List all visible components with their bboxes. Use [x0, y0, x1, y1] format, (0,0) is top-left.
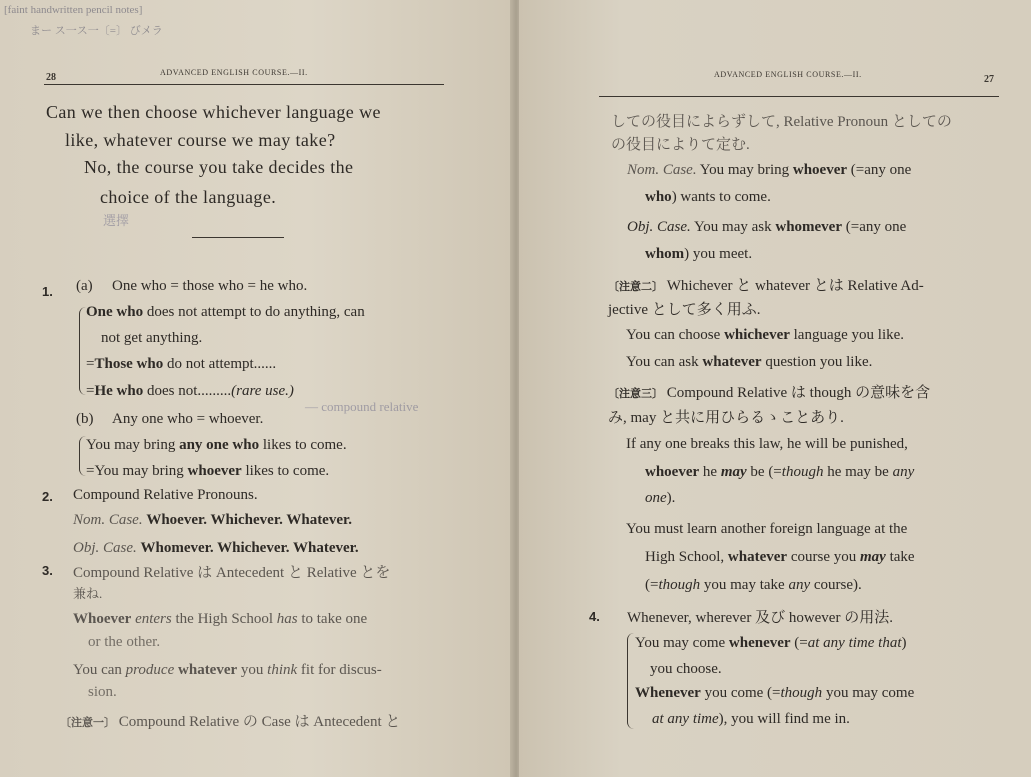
example-punished-2: whoever he may be (=though he may be any	[645, 464, 915, 480]
pencil-note-top-2: まー ス一ス一〔=〕 びメラ	[30, 25, 163, 37]
example-punished-3: one).	[645, 490, 676, 506]
example-a-1-cont: not get anything.	[101, 330, 203, 346]
note-1: 〔注意一〕 Compound Relative の Case は Antecedent と	[60, 714, 401, 730]
section-3-title: Compound Relative は Antecedent と Relative とを	[73, 565, 391, 581]
example-whenever-2: Whenever you come (=though you may come	[635, 685, 915, 701]
example-a-2: =Those who do not attempt......	[86, 356, 277, 372]
example-a-1: One who does not attempt to do anything, can	[86, 304, 365, 320]
nom-case-example: Nom. Case. You may bring whoever (=any one	[627, 162, 912, 178]
brace-4	[627, 633, 634, 729]
section-3-title-cont: 兼ね.	[73, 586, 103, 601]
section-divider	[192, 237, 284, 238]
example-foreign-language: You must learn another foreign language at the	[626, 521, 908, 537]
pencil-note-kanji: 選擇	[103, 213, 130, 228]
example-punished: If any one breaks this law, he will be punished,	[626, 436, 908, 452]
rule-b: Any one who = whoever.	[112, 411, 264, 427]
obj-case-example: Obj. Case. You may ask whomever (=any one	[627, 219, 907, 235]
example-3-2: You can produce whatever you think fit for discus-	[73, 662, 382, 678]
obj-case-line: Obj. Case. Whomever. Whichever. Whatever.	[73, 540, 359, 556]
nom-case-example-cont: who) wants to come.	[645, 189, 771, 205]
section-number-4: 4.	[589, 609, 600, 624]
header-rule	[44, 84, 444, 85]
example-whenever-2-cont: at any time), you will find me in.	[652, 711, 850, 727]
continuation-line-2: の役目によりて定む.	[611, 137, 750, 153]
continuation-line-1: しての役目によらずして, Relative Pronoun としての	[611, 114, 952, 130]
item-label-b: (b)	[76, 411, 94, 427]
page-number: 28	[46, 72, 56, 83]
item-label-a: (a)	[76, 278, 93, 294]
note-2-cont: jective として多く用ふ.	[608, 302, 761, 318]
example-whenever-1-cont: you choose.	[650, 661, 722, 677]
example-3-1: Whoever enters the High School has to take one	[73, 611, 368, 627]
example-b-1: You may bring any one who likes to come.	[86, 437, 347, 453]
note-2: 〔注意二〕 Whichever と whatever とは Relative Ad-	[608, 278, 924, 294]
question-line-1: Can we then choose whichever language we	[46, 102, 381, 122]
right-page	[519, 0, 1031, 777]
obj-case-example-cont: whom) you meet.	[645, 246, 753, 262]
section-number-2: 2.	[42, 489, 53, 504]
example-whichever: You can choose whichever language you like.	[626, 327, 905, 343]
note-3-cont: み, may と共に用ひらるゝことあり.	[608, 410, 844, 426]
example-3-1-cont: or the other.	[88, 634, 161, 650]
example-3-2-cont: sion.	[88, 684, 117, 700]
brace-b	[79, 436, 86, 476]
example-foreign-language-2: High School, whatever course you may take	[645, 549, 915, 565]
pencil-note-compound: — compound relative	[305, 399, 419, 414]
pencil-note-top: [faint handwritten pencil notes]	[4, 4, 143, 16]
header-rule-right	[599, 96, 999, 97]
nom-case-line: Nom. Case. Whoever. Whichever. Whatever.	[73, 512, 353, 528]
brace-a	[79, 307, 86, 395]
section-2-title: Compound Relative Pronouns.	[73, 487, 258, 503]
example-a-3: =He who does not.........(rare use.)	[86, 383, 294, 399]
page-number-right: 27	[984, 74, 994, 85]
note-3: 〔注意三〕 Compound Relative は though の意味を含	[608, 385, 931, 401]
example-whenever-1: You may come whenever (=at any time that)	[635, 635, 907, 651]
example-foreign-language-3: (=though you may take any course).	[645, 577, 862, 593]
section-number-1: 1.	[42, 284, 53, 299]
section-number-3: 3.	[42, 563, 53, 578]
running-header: ADVANCED ENGLISH COURSE.—II.	[160, 68, 308, 77]
answer-line-2: choice of the language.	[100, 187, 277, 207]
example-b-2: =You may bring whoever likes to come.	[86, 463, 330, 479]
running-header-right: ADVANCED ENGLISH COURSE.—II.	[714, 70, 862, 79]
left-page	[0, 0, 512, 777]
rule-a: One who = those who = he who.	[112, 278, 308, 294]
section-4-title: Whenever, wherever 及び however の用法.	[627, 610, 893, 626]
example-whatever: You can ask whatever question you like.	[626, 354, 873, 370]
answer-line-1: No, the course you take decides the	[84, 157, 354, 177]
question-line-2: like, whatever course we may take?	[65, 130, 336, 150]
